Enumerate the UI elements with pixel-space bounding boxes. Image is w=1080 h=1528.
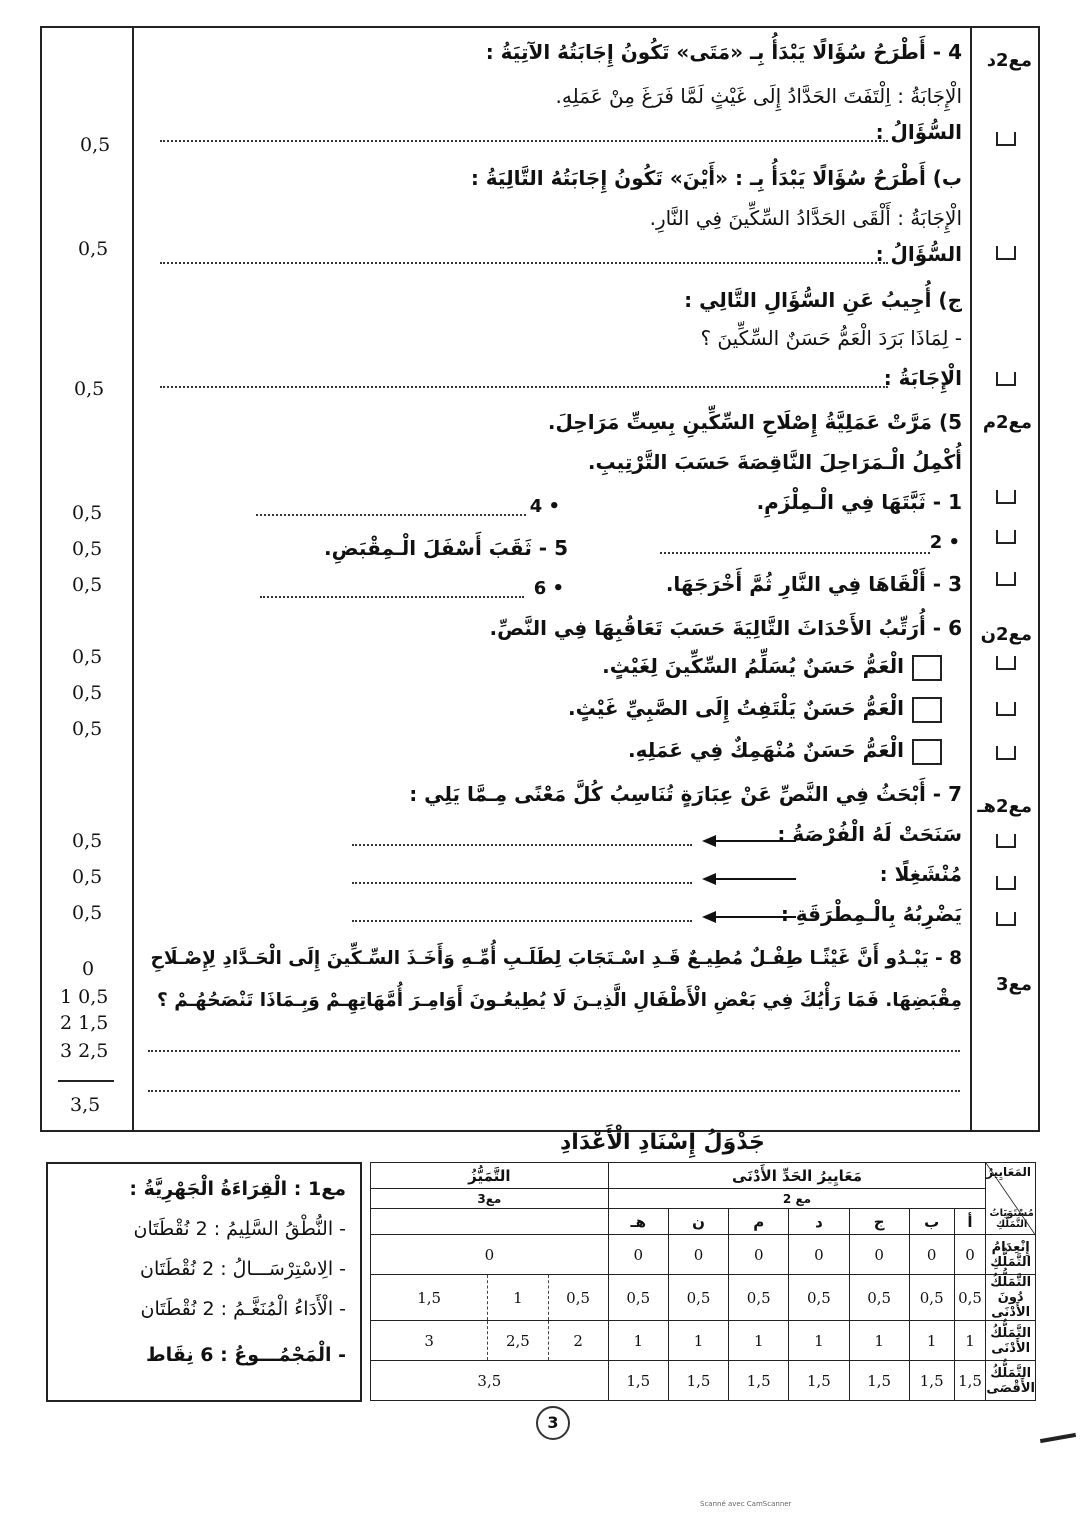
page-number: 3 <box>536 1406 570 1440</box>
table-cell: 0,5 <box>608 1275 668 1321</box>
score-value: 0,5 <box>72 902 103 924</box>
score-value: 2 1,5 <box>60 1012 109 1034</box>
criteria-label: مع2د <box>986 50 1032 71</box>
answer-line[interactable] <box>160 140 888 142</box>
table-cell: 1,5 <box>789 1361 849 1401</box>
table-cell: 0,5 <box>729 1275 789 1321</box>
score-value: 0,5 <box>72 574 103 596</box>
grading-checkbox[interactable] <box>996 876 1016 890</box>
score-value: 0,5 <box>72 502 103 524</box>
table-cell: 0 <box>909 1235 954 1275</box>
stage-1: 1 - ثَبَّتَهَا فِي الْـمِلْزَمِ. <box>756 490 962 514</box>
excellence-header: التَّمَيُّزُ <box>371 1163 609 1189</box>
letter-cell: أ <box>954 1209 986 1235</box>
grading-checkbox[interactable] <box>996 490 1016 504</box>
question-5-subtitle: أُكْمِلُ الْـمَرَاحِلَ النَّاقِصَةَ حَسَبَ التَّرْتِيبِ. <box>587 450 962 474</box>
table-cell: 1 <box>668 1321 728 1361</box>
table-cell: 3,5 <box>371 1361 609 1401</box>
table-cell: 1 <box>909 1321 954 1361</box>
table-cell: 3 <box>371 1321 488 1361</box>
score-value: 0,5 <box>80 134 111 156</box>
table-cell: 1,5 <box>909 1361 954 1401</box>
score-column-divider <box>132 28 134 1130</box>
grading-checkbox[interactable] <box>996 132 1016 146</box>
table-cell: 0,5 <box>849 1275 909 1321</box>
arrow-icon <box>706 840 796 842</box>
question-4a-label: السُّؤَالُ : <box>875 120 962 144</box>
question-4c-label: الْإِجَابَةُ : <box>883 366 962 390</box>
letter-cell: د <box>789 1209 849 1235</box>
event-2: الْعَمُّ حَسَنٌ يَلْتَفِتُ إِلَى الصَّبِيِّ غَيْثٍ. <box>568 696 942 723</box>
table-cell: 0 <box>729 1235 789 1275</box>
grading-checkbox[interactable] <box>996 912 1016 926</box>
criteria-label: مع2م <box>982 412 1032 433</box>
reading-title: مع1 : الْقِرَاءَةُ الْجَهْرِيَّةُ : <box>129 1178 346 1200</box>
meaning-3: يَضْرِبُهُ بِالْـمِطْرَقَةِ : <box>780 902 962 926</box>
table-cell: 0 <box>608 1235 668 1275</box>
table-cell: 0 <box>849 1235 909 1275</box>
question-4c-text: - لِمَاذَا بَرَدَ الْعَمُّ حَسَنٌ السِّكِّينَ ؟ <box>700 326 962 350</box>
order-box[interactable] <box>912 697 942 723</box>
letter-cell: ج <box>849 1209 909 1235</box>
table-cell: 1 <box>789 1321 849 1361</box>
arrow-icon <box>706 878 796 880</box>
answer-line[interactable] <box>352 844 692 846</box>
score-value: 0 <box>82 958 95 980</box>
reading-total: - الْمَجْمُـــوعُ : 6 نِقَاط <box>145 1344 346 1366</box>
row-label: التَّمَلُّكُ دُونَ الأَدْنَى <box>986 1275 1036 1321</box>
table-cell: 1 <box>849 1321 909 1361</box>
corner-bottom-label: مُسْتَوَيَاتُ التَّمَلُّكِ <box>989 1208 1034 1230</box>
grading-checkbox[interactable] <box>996 246 1016 260</box>
score-value: 0,5 <box>72 538 103 560</box>
answer-line[interactable] <box>660 552 930 554</box>
score-value: 0,5 <box>72 682 103 704</box>
answer-line[interactable] <box>352 920 692 922</box>
answer-line[interactable] <box>148 1090 960 1092</box>
criteria-label: مع2هـ <box>977 796 1032 817</box>
score-total: 3,5 <box>70 1094 101 1116</box>
reading-item: - الْأَدَاءُ الْمُنَغَّـمُ : 2 نُقْطَتَان <box>140 1298 346 1320</box>
stage-3: 3 - أَلْقَاهَا فِي النَّارِ ثُمَّ أَخْرَجَهَا. <box>665 572 962 596</box>
table-cell: 0,5 <box>954 1275 986 1321</box>
answer-line[interactable] <box>352 882 692 884</box>
table-cell: 1,5 <box>608 1361 668 1401</box>
stage-4-marker: • 4 <box>529 496 560 517</box>
grading-table-title: جَدْوَلُ إِسْنَادِ الْأَعْدَادِ <box>560 1130 765 1155</box>
criteria-label: مع2ن <box>980 624 1032 645</box>
answer-line[interactable] <box>160 262 888 264</box>
reading-item: - النُّطْقُ السَّلِيمُ : 2 نُقْطَتَان <box>133 1218 346 1240</box>
score-value: 0,5 <box>78 238 109 260</box>
event-3: الْعَمُّ حَسَنٌ مُنْهَمِكٌ فِي عَمَلِهِ. <box>628 738 942 765</box>
row-label: التَّمَلُّكُ الأَقْصَى <box>986 1361 1036 1401</box>
table-cell: 0,5 <box>789 1275 849 1321</box>
scan-mark <box>1040 1433 1076 1443</box>
question-6-title: 6 - أُرَتِّبُ الأَحْدَاثَ التَّالِيَةَ حَسَبَ تَعَاقُبِهَا فِي النَّصِّ. <box>489 616 962 640</box>
table-cell: 1,5 <box>849 1361 909 1401</box>
score-value: 0,5 <box>72 718 103 740</box>
answer-line[interactable] <box>256 514 526 516</box>
table-cell: 2,5 <box>488 1321 548 1361</box>
row-label: إِنْعِدَامُ التَّمَلُّكِ <box>986 1235 1036 1275</box>
table-cell: 0 <box>371 1235 609 1275</box>
table-cell: 1 <box>954 1321 986 1361</box>
letter-cell: م <box>729 1209 789 1235</box>
question-7-title: 7 - أَبْحَثُ فِي النَّصِّ عَنْ عِبَارَةٍ تُنَاسِبُ كُلَّ مَعْنًى مِـمَّا يَلِي : <box>409 782 962 806</box>
grading-checkbox[interactable] <box>996 834 1016 848</box>
score-value: 1 0,5 <box>60 986 109 1008</box>
table-cell: 0 <box>954 1235 986 1275</box>
table-cell: 0 <box>789 1235 849 1275</box>
answer-line[interactable] <box>148 1050 960 1052</box>
grading-checkbox[interactable] <box>996 530 1016 544</box>
meaning-1: سَنَحَتْ لَهُ الْفُرْصَةُ : <box>777 822 962 846</box>
letter-cell <box>371 1209 609 1235</box>
question-5-title: 5) مَرَّتْ عَمَلِيَّةُ إِصْلَاحِ السِّكِّينِ بِسِتِّ مَرَاحِلَ. <box>547 410 962 434</box>
score-value: 0,5 <box>72 830 103 852</box>
stage-5: 5 - ثَقَبَ أَسْفَلَ الْـمِقْبَضِ. <box>324 536 568 560</box>
arrow-icon <box>706 916 796 918</box>
table-cell: 1,5 <box>371 1275 488 1321</box>
table-cell: 1 <box>729 1321 789 1361</box>
table-cell: 1 <box>608 1321 668 1361</box>
event-1: الْعَمُّ حَسَنٌ يُسَلِّمُ السِّكِّينَ لِغَيْثٍ. <box>602 654 942 681</box>
answer-line[interactable] <box>260 596 524 598</box>
table-cell: 2 <box>548 1321 608 1361</box>
scanner-footer: Scanné avec CamScanner <box>700 1500 792 1508</box>
stage-2-marker: • 2 <box>929 532 960 553</box>
letter-cell: هـ <box>608 1209 668 1235</box>
table-cell: 0,5 <box>909 1275 954 1321</box>
grading-table <box>370 1162 1036 1401</box>
grading-checkbox[interactable] <box>996 746 1016 760</box>
table-cell: 1 <box>488 1275 548 1321</box>
question-8-line-1: 8 - يَبْـدُو أَنَّ غَيْثًـا طِفْـلٌ مُطِيـعٌ قَـدِ اسْـتَجَابَ لِطَلَـبِ أُمِّـهِ وَأَخَـذَ السِّـكِّينَ إِلَى الْحَـدَّادِ لِإِصْـلَاحِ <box>150 948 962 969</box>
question-4b-answer: الْإِجَابَةُ : أَلْقَى الحَدَّادُ السِّكِّينَ فِي النَّارِ. <box>649 206 962 230</box>
question-4a-answer: الْإِجَابَةُ : اِلْتَفَتَ الحَدَّادُ إِلَى غَيْثٍ لَمَّا فَرَغَ مِنْ عَمَلِهِ. <box>555 84 962 108</box>
question-4b-label: السُّؤَالُ : <box>875 242 962 266</box>
grading-checkbox[interactable] <box>996 372 1016 386</box>
criteria-column-divider <box>970 28 972 1130</box>
question-8-line-2: مِقْبَضِهَا. فَمَا رَأْيُكَ فِي بَعْضِ الْأَطْفَالِ الَّذِيـنَ لَا يُطِيعُـونَ أَوَامِـرَ أُمَّهَاتِهِـمْ وَبِـمَاذَا تَنْصَحُهُـمْ ؟ <box>157 990 962 1011</box>
table-cell: 1,5 <box>729 1361 789 1401</box>
table-cell: 1,5 <box>954 1361 986 1401</box>
minimum-header: مَعَايِيرُ الحَدِّ الأَدْنَى <box>608 1163 986 1189</box>
answer-line[interactable] <box>160 386 888 388</box>
criteria-label: مع3 <box>996 974 1032 995</box>
table-corner <box>986 1163 1036 1235</box>
table-cell: 0 <box>668 1235 728 1275</box>
score-value: 0,5 <box>74 378 105 400</box>
table-cell: 0,5 <box>548 1275 608 1321</box>
table-cell: 1,5 <box>668 1361 728 1401</box>
question-4a-title: 4 - أَطْرَحُ سُؤَالًا يَبْدَأُ بِـ «مَتَى» تَكُونُ إِجَابَتُهُ الآتِيَةُ : <box>485 40 962 64</box>
letter-cell: ن <box>668 1209 728 1235</box>
order-box[interactable] <box>912 655 942 681</box>
score-value: 0,5 <box>72 866 103 888</box>
question-4b-title: ب) أَطْرَحُ سُؤَالًا يَبْدَأُ بِـ : «أَيْنَ» تَكُونُ إِجَابَتُهُ التَّالِيَةُ : <box>470 166 962 190</box>
question-4c-title: ج) أُجِيبُ عَنِ السُّؤَالِ التَّالِي : <box>684 288 962 312</box>
grading-checkbox[interactable] <box>996 572 1016 586</box>
score-value: 0,5 <box>72 646 103 668</box>
score-value: 3 2,5 <box>60 1040 109 1062</box>
reading-item: - الِاسْتِرْسَـــالُ : 2 نُقْطَتَان <box>140 1258 346 1280</box>
row-label: التَّمَلُّكُ الأَدْنَى <box>986 1321 1036 1361</box>
grading-checkbox[interactable] <box>996 702 1016 716</box>
corner-top-label: المَعَايِيرُ <box>986 1165 1031 1179</box>
total-divider <box>58 1080 114 1082</box>
m3-header: مع3 <box>371 1189 609 1209</box>
meaning-2: مُنْشَغِلًا : <box>879 862 962 886</box>
table-cell: 0,5 <box>668 1275 728 1321</box>
m2-header: مع 2 <box>608 1189 986 1209</box>
grading-checkbox[interactable] <box>996 656 1016 670</box>
order-box[interactable] <box>912 739 942 765</box>
reading-criteria-box <box>46 1162 362 1402</box>
letter-cell: ب <box>909 1209 954 1235</box>
stage-6-marker: • 6 <box>533 578 564 599</box>
